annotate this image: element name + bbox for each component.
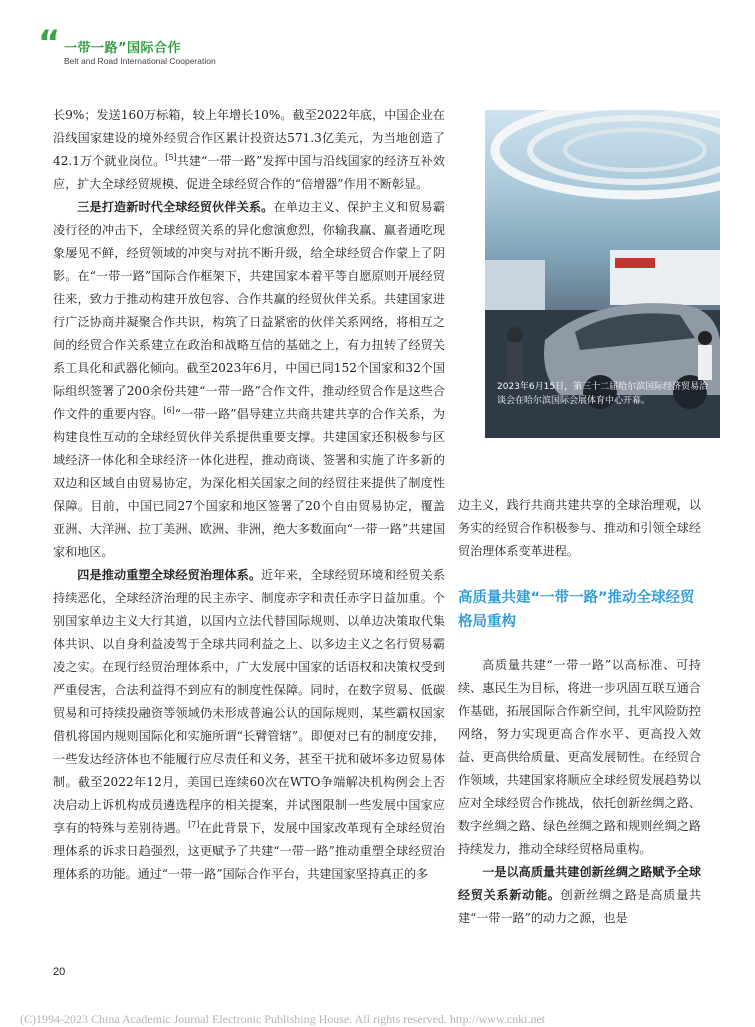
paragraph-text: 长9%；发送160万标箱，较上年增长10%。截至2022年底，中国企业在沿线国家建设的境外经贸合作区累计投资达571.3亿美元，为当地创造了42.1万个就业岗位。 bbox=[53, 108, 445, 168]
journal-title-cn: 一带一路”国际合作 bbox=[64, 41, 182, 56]
paragraph bbox=[53, 196, 445, 564]
paragraph bbox=[458, 861, 701, 930]
paragraph-text: 创新丝绸之路是高质量共建“一带一路”的动力之源，也是 bbox=[458, 888, 701, 925]
citation-ref[interactable]: [5] bbox=[165, 152, 177, 162]
paragraph-text: 在此背景下，发展中国家改革现有全球经贸治理体系的诉求日趋强烈，这更赋予了共建“一带一路”推动重塑全球经贸治理体系的功能。通过“一带一路”国际合作平台，共建国家坚持真正的多 bbox=[53, 821, 445, 881]
paragraph-text: 近年来，全球经贸环境和经贸关系持续恶化，全球经济治理的民主赤字、制度赤字和责任赤字日益加重。个别国家单边主义大行其道，以国内立法代替国际规则、以单边决策取代集体共识、以自身利益凌驾于全球共同利益之上、以多边主义之名行贸易霸凌之实。在现行经贸治理体系中，广大发展中国家的话语权和决策权受到严重侵害，合法利益得不到应有的制度性保障。同时，在数字贸易、低碳贸易和可持续投融资等领域仍未形成普遍公认的国际规则，某些霸权国家借机将国内规则国际化和实施所谓“长臂管辖”。即便对已有的制度安排，一些发达经济体也不能履行应尽责任和义务，甚至干扰和破坏多边贸易体制。截至2022年12月，美国已连续60次在WTO争端解决机构例会上否决启动上诉机构成员遴选程序的相关提案，并试图限制一些发展中国家应享有的特殊与差别待遇。 bbox=[53, 568, 445, 835]
paragraph bbox=[53, 104, 445, 196]
citation-ref[interactable]: [7] bbox=[188, 819, 200, 829]
paragraph-lead: 一是以高质量共建创新丝绸之路赋予全球经贸关系新动能。 bbox=[458, 865, 701, 902]
paragraph: 高质量共建“一带一路”以高标准、可持续、惠民生为目标，将进一步巩固互联互通合作基础，拓展国际合作新空间，扎牢风险防控网络，努力实现更高合作水平、更高投入效益、更高供给质量、更高发展韧性。在经贸合作领域，共建国家将顺应全球经贸发展趋势以应对全球经贸合作挑战，依托创新丝绸之路、数字丝绸之路、绿色丝绸之路和规则丝绸之路持续发力，推动全球经贸格局重构。 bbox=[458, 658, 701, 856]
paragraph-lead: 三是打造新时代全球经贸伙伴关系。 bbox=[77, 200, 274, 214]
right-column-continuation bbox=[458, 494, 701, 563]
paragraph bbox=[53, 564, 445, 886]
citation-ref[interactable]: [6] bbox=[163, 405, 175, 415]
photo-caption: 2023年6月15日，第三十二届哈尔滨国际经济贸易洽谈会在哈尔滨国际会展体育中心开幕。 bbox=[497, 382, 709, 406]
section-heading: 高质量共建“一带一路”推动全球经贸格局重构 bbox=[458, 590, 695, 630]
quote-logo-icon: “ bbox=[38, 23, 61, 63]
paragraph: 边主义，践行共商共建共享的全球治理观，以务实的经贸合作积极参与、推动和引领全球经贸治理体系变革进程。 bbox=[458, 498, 701, 558]
left-column bbox=[53, 104, 445, 886]
paragraph-text: “一带一路”倡导建立共商共建共享的合作关系，为构建良性互动的全球经贸伙伴关系提供重要支撑。共建国家还积极参与区域经济一体化和全球经济一体化进程，推动商谈、签署和实施了许多新的双边和区域自由贸易协定，为深化相关国家之间的经贸往来提供了制度性保障。目前，中国已同27个国家和地区签署了20个自由贸易协定，覆盖亚洲、大洋洲、拉丁美洲、欧洲、非洲，绝大多数面向“一带一路”共建国家和地区。 bbox=[53, 407, 445, 559]
copyright-notice: (C)1994-2023 China Academic Journal Electronic Publishing House. All rights reserved. http://www.cnki.net bbox=[20, 1012, 546, 1026]
paragraph-text: 在单边主义、保护主义和贸易霸凌行径的冲击下，全球经贸关系的异化愈演愈烈，你输我赢、赢者通吃现象屡见不鲜，经贸领域的冲突与对抗不断升级，给全球经贸合作蒙上了阴影。在“一带一路”国际合作框架下，共建国家本着平等自愿原则开展经贸往来，致力于推动构建开放包容、合作共赢的经贸伙伴关系。共建国家进行广泛协商并凝聚合作共识，构筑了日益紧密的伙伴关系网络，将相互之间的经贸合作关系建立在政治和战略互信的基础之上，有力扭转了经贸关系工具化和武器化倾向。截至2023年6月，中国已同152个国家和32个国际组织签署了200余份共建“一带一路”合作文件，推动经贸合作是这些合作文件的重要内容。 bbox=[53, 200, 445, 421]
expo-photo bbox=[485, 110, 720, 438]
paragraph-lead: 四是推动重塑全球经贸治理体系。 bbox=[77, 568, 262, 582]
journal-title-en: Belt and Road International Cooperation bbox=[64, 56, 216, 66]
journal-header bbox=[38, 23, 338, 70]
page-number: 20 bbox=[53, 966, 66, 978]
paragraph-text: 共建“一带一路”发挥中国与沿线国家的经济互补效应，扩大全球经贸规模、促进全球经贸合作的“倍增器”作用不断彰显。 bbox=[53, 154, 445, 191]
right-column-body bbox=[458, 654, 701, 930]
